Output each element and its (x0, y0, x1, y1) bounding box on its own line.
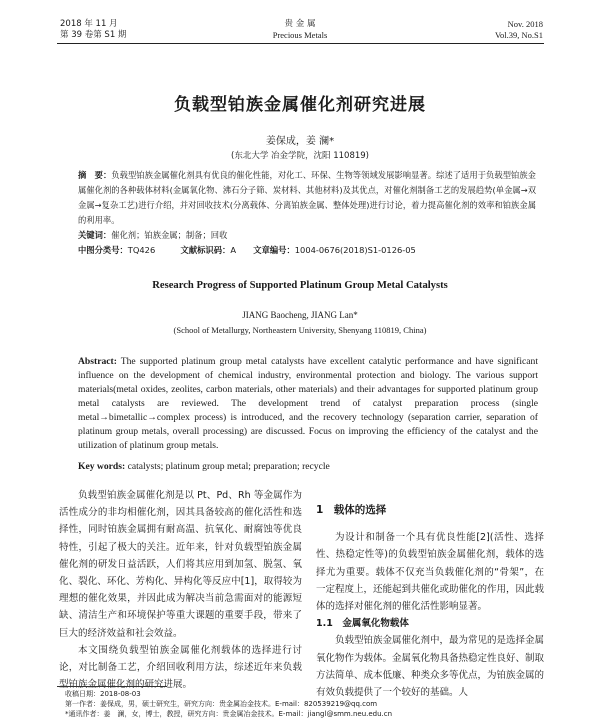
section-1-paragraph: 为设计和制备一个具有优良性能[2](活性、选择性、热稳定性等)的负载型铂族金属催化剂，载体的选择尤为重要。载体不仅充当负载催化剂的“骨架”，在一定程度上，还能起到共催化或助催化的作用，因此载体的选择对催化剂的催化活性影响显著。 (316, 532, 545, 613)
section-1-heading: 1 载体的选择 (316, 504, 387, 516)
header-issue: 第 39 卷第 S1 期 (60, 30, 127, 40)
keywords-en (78, 461, 538, 472)
intro-paragraph-2: 本文围绕负载型铂族金属催化剂载体的选择进行讨论，对比制备工艺，介绍回收利用方法，综述近年来负载型铂族金属催化剂的研究进展。 (59, 644, 302, 691)
header-date-en: Nov. 2018 (507, 19, 543, 29)
subsection-1-1-paragraph: 负载型铂族金属催化剂中，最为常见的是选择金属氧化物作为载体。金属氧化物具备热稳定性良好、制取方法简单、成本低廉、种类众多等优点，为铂族金属的有效负载提供了一个较好的基础。人 (316, 635, 545, 699)
class-value: TQ426 (127, 245, 156, 255)
footnote-first-author: 第一作者：姜保成，男，硕士研究生，研究方向：贵金属冶金技术。E-mail：820539219@qq.com (65, 700, 378, 708)
class-label: 中图分类号： (78, 245, 128, 255)
abstract-en-text: The supported platinum group metal catalysts have excellent catalytic performance and have significant influence on the development of chemical industry, environmental protection and biology. The various support materials(metal oxides, zeolites, carbon materials, other materials) and their advantages for supported platinum group metal catalysts are reviewed. The development trend of catalyst preparation process (single metal→bimetallic→complex process) is introduced, and the recovery technology (separation carrier, separation of platinum group metals, overall processing) are discussed. Focus on improving the efficiency of the catalyst and the utilization of platinum group metals. (78, 356, 538, 451)
authors-en: JIANG Baocheng, JIANG Lan* (242, 310, 358, 320)
keywords-cn (78, 228, 536, 243)
classification-line (78, 243, 536, 258)
authors-cn: 姜保成，姜 澜* (265, 136, 335, 147)
doc-code-label: 文献标识码： (180, 245, 231, 255)
footnote-received: 收稿日期：2018-08-03 (65, 690, 141, 698)
journal-name-en: Precious Metals (272, 30, 328, 40)
header-right (495, 19, 543, 41)
paper-title-en: Research Progress of Supported Platinum Group Metal Catalysts (152, 280, 448, 291)
header-date: 2018 年 11 月 (60, 19, 118, 29)
keywords-cn-text: 催化剂；铂族金属；制备；回收 (111, 230, 228, 240)
intro-paragraph-1: 负载型铂族金属催化剂是以 Pt、Pd、Rh 等金属作为活性成分的非均相催化剂，因其具备较高的催化活性和选择性，同时铂族金属拥有耐高温、抗氧化、耐腐蚀等优良特性，引起了极大的关注。近年来，针对负载型铂族金属催化剂的研发日益活跃，人们将其应用到加氢、脱氢、氧化、裂化、环化、芳构化、异构化等反应中[1]，取得较为理想的催化效果，并因此成为解决当前急需面对的能源短缺、清洁生产和环境保护等重大课题的重要手段，带来了巨大的经济效益和社会效益。 (59, 490, 302, 639)
abstract-cn (78, 168, 536, 258)
subsection-1-1-heading: 1.1 金属氧化物载体 (316, 618, 409, 630)
footnote-corresponding: *通讯作者：姜 澜，女，博士，教授，研究方向：贵金属冶金技术。E-mail：jiangl@smm.neu.edu.cn (65, 710, 393, 718)
keywords-cn-label: 关键词： (78, 230, 112, 240)
abstract-cn-text: 负载型铂族金属催化剂具有优良的催化性能，对化工、环保、生物等领域发展影响显著。综述了适用于负载型铂族金属催化剂的各种载体材料(金属氧化物、沸石分子筛、炭材料、其他材料)及其优点，对催化剂制备工艺的发展趋势(单金属→双金属→复杂工艺)进行介绍，并对回收技术(分离载体、分离铂族金属、整体处理)进行讨论，着力提高催化剂的效率和铂族金属的利用率。 (78, 170, 536, 225)
keywords-en-text: catalysts; platinum group metal; preparation; recycle (127, 461, 330, 472)
affiliation-cn: (东北大学 冶金学院，沈阳 110819) (231, 151, 369, 161)
journal-name-cn: 贵 金 属 (284, 19, 316, 29)
header-rule (57, 43, 544, 44)
abstract-en (78, 355, 538, 453)
abstract-cn-label: 摘 要： (78, 170, 112, 180)
keywords-en-label: Key words: (78, 461, 126, 472)
abstract-en-label: Abstract: (78, 356, 117, 367)
paper-title-cn: 负载型铂族金属催化剂研究进展 (174, 95, 426, 115)
body-left-column (59, 487, 302, 693)
article-no-label: 文章编号： (253, 245, 295, 255)
affiliation-en: (School of Metallurgy, Northeastern University, Shenyang 110819, China) (173, 325, 427, 335)
footnote-rule (57, 686, 167, 687)
article-no-value: 1004-0676(2018)S1-0126-05 (294, 245, 416, 255)
doc-code-value: A (230, 245, 236, 255)
header-volume: Vol.39, No.S1 (494, 30, 543, 40)
body-right-column (316, 502, 544, 701)
